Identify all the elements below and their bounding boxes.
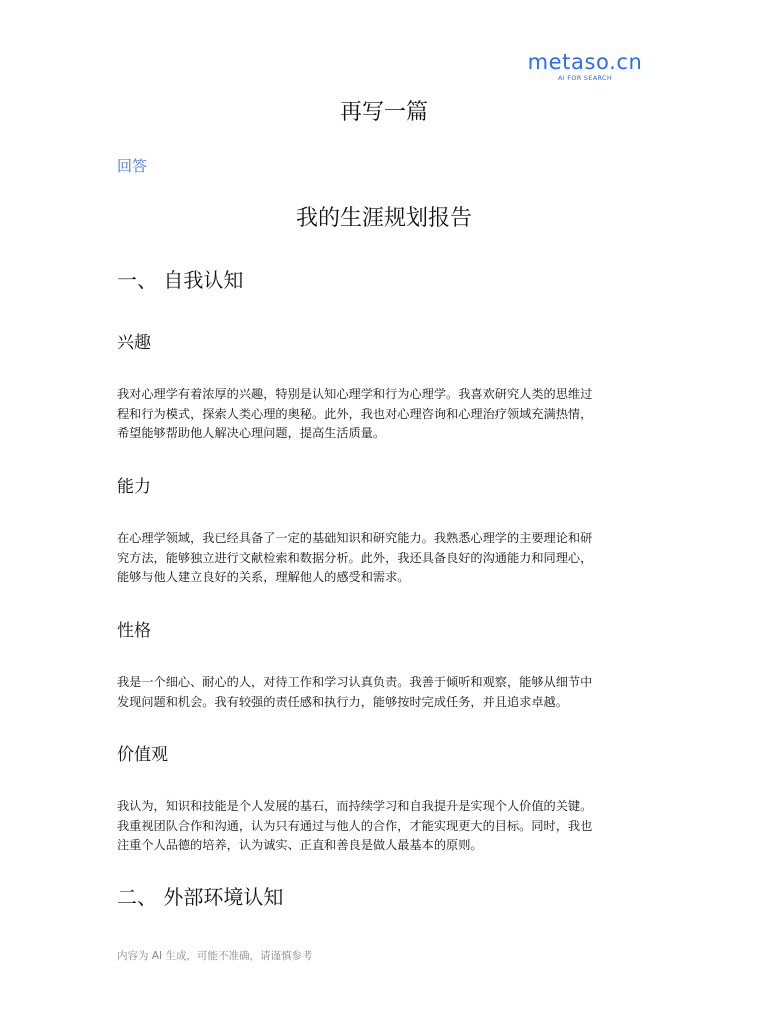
paragraph-interest: 我对心理学有着浓厚的兴趣，特别是认知心理学和行为心理学。我喜欢研究人类的思维过 程和行为模式，探索人类心理的奥秘。此外，我也对心理咨询和心理治疗领域充满热情， 希望能够帮助他人解决心理问题，提高生活质量。 — [117, 387, 593, 440]
subheading-ability: 能力 — [117, 477, 151, 497]
ai-disclaimer: 内容为 AI 生成，可能不准确，请谨慎参考 — [117, 950, 313, 962]
subheading-personality: 性格 — [117, 621, 151, 641]
logo-tagline: AI FOR SEARCH — [557, 74, 613, 82]
paragraph-values: 我认为，知识和技能是个人发展的基石，而持续学习和自我提升是实现个人价值的关键。 我重视团队合作和沟通，认为只有通过与他人的合作，才能实现更大的目标。同时，我也 注重个人品德的培养，认为诚实、正直和善良是做人最基本的原则。 — [117, 799, 593, 852]
page-title: 再写一篇 — [339, 100, 428, 125]
metaso-logo — [514, 50, 656, 82]
logo-wordmark: metaso.cn — [527, 50, 643, 74]
section-heading-self: 一、 自我认知 — [117, 268, 244, 292]
paragraph-personality: 我是一个细心、耐心的人，对待工作和学习认真负责。我善于倾听和观察，能够从细节中 发现问题和机会。我有较强的责任感和执行力，能够按时完成任务，并且追求卓越。 — [117, 675, 593, 709]
report-title: 我的生涯规划报告 — [295, 206, 472, 231]
paragraph-ability: 在心理学领域，我已经具备了一定的基础知识和研究能力。我熟悉心理学的主要理论和研 究方法，能够独立进行文献检索和数据分析。此外，我还具备良好的沟通能力和同理心， 能够与他人建立良好的关系，理解他人的感受和需求。 — [117, 531, 593, 584]
section-heading-external: 二、 外部环境认知 — [117, 885, 284, 909]
subheading-interest: 兴趣 — [117, 333, 151, 353]
answer-label: 回答 — [117, 157, 148, 175]
subheading-values: 价值观 — [117, 745, 168, 765]
